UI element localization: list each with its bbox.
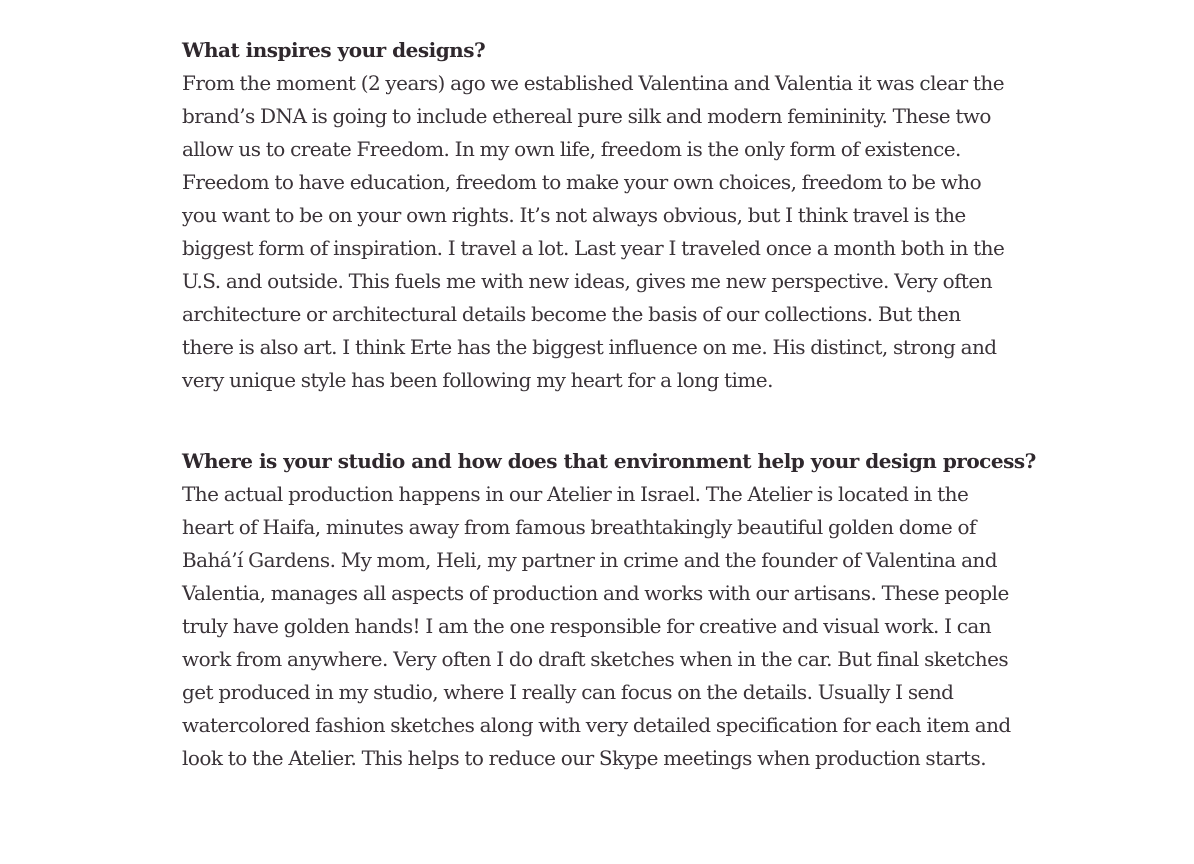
answer-paragraph: The actual production happens in our Atelier in Israel. The Atelier is located in the heart of Haifa, minutes away from famous breathtakingly beautiful golden dome of Bahá’í Gardens. My mom, Heli, my partner in crime and the founder of Valentina and Valentia, manages all aspects of production and works with our artisans. These people truly have golden hands! I am the one responsible for creative and visual work. I can work from anywhere. Very often I do draft sketches when in the car. But final sketches get produced in my studio, where I really can focus on the details. Usually I send watercolored fashion sketches along with very detailed specification for each item and look to the Atelier. This helps to reduce our Skype meetings when production starts.: [182, 482, 1011, 770]
qa-block-studio: [182, 445, 1036, 775]
question-heading: What inspires your designs?: [182, 38, 486, 62]
interview-article: [182, 34, 1036, 775]
answer-paragraph: From the moment (2 years) ago we established Valentina and Valentia it was clear the brand’s DNA is going to include ethereal pure silk and modern femininity. These two allow us to create Freedom. In my own life, freedom is the only form of existence. Freedom to have education, freedom to make your own choices, freedom to be who you want to be on your own rights. It’s not always obvious, but I think travel is the biggest form of inspiration. I travel a lot. Last year I traveled once a month both in the U.S. and outside. This fuels me with new ideas, gives me new perspective. Very often architecture or architectural details become the basis of our collections. But then there is also art. I think Erte has the biggest influence on me. His distinct, strong and very unique style has been following my heart for a long time.: [182, 71, 1005, 392]
question-heading: Where is your studio and how does that environment help your design process?: [182, 449, 1036, 473]
qa-block-inspiration: [182, 34, 1012, 397]
